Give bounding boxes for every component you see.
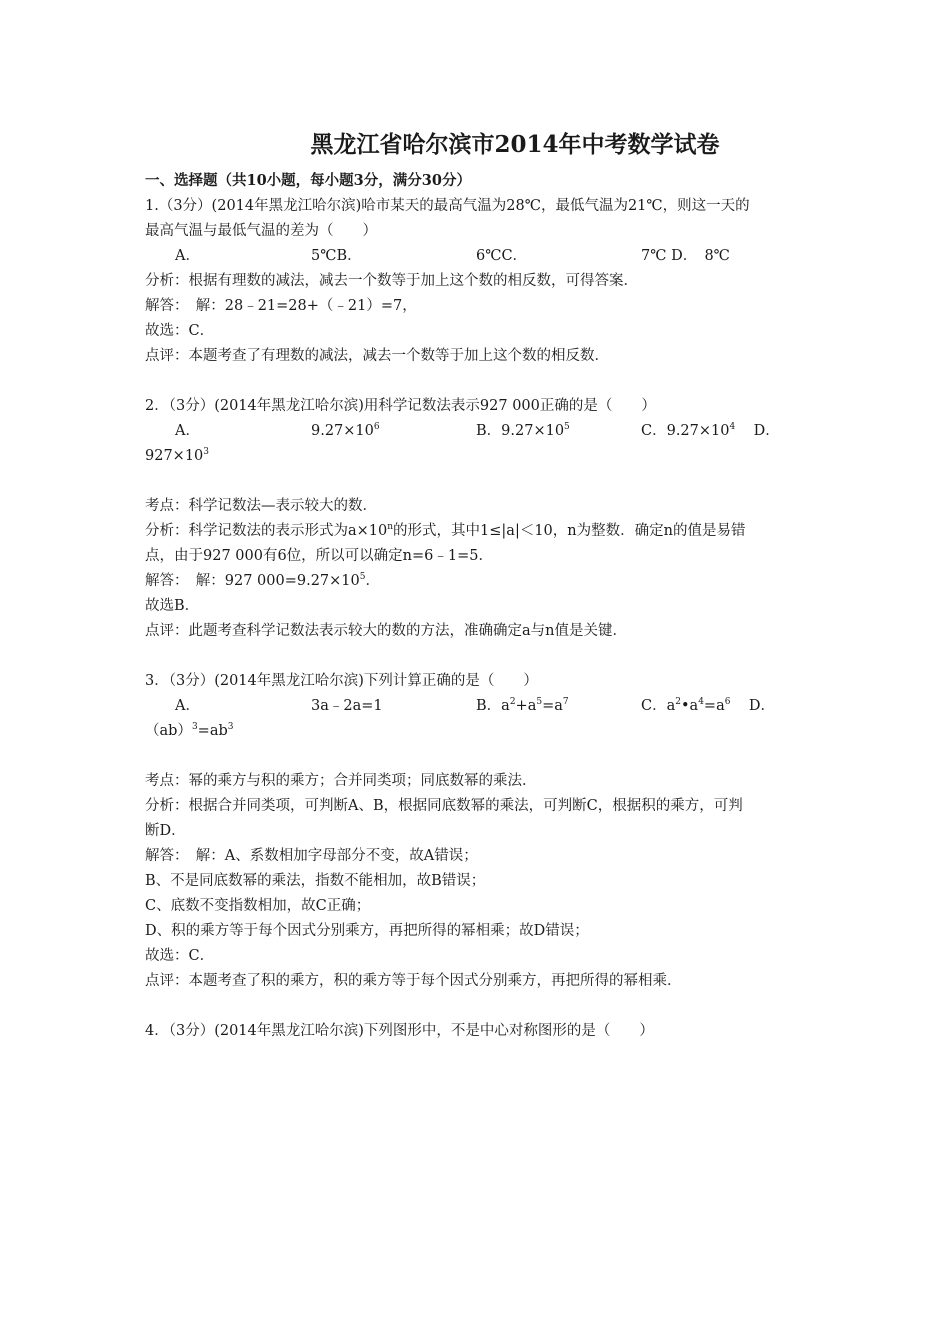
q3-answer: 故选：C． [145,948,215,964]
q2-option-d-value: $927\times 10^3$ [145,447,210,464]
q1-option-a-label: A． [175,248,200,264]
q3-option-a-label: A． [175,698,200,714]
q3-solution-line4: D、积的乘方等于每个因式分别乘方，再把所得的幂相乘；故D错误； [145,923,589,939]
q1-options [145,244,815,269]
q1-answer: 故选：C． [145,323,215,339]
q2-option-a-value: $9.27\times 10^6$ [311,422,380,439]
q2-analysis-line1: 分析：科学记数法的表示形式为$a\times 10^n$的形式，其中1≤|a|＜10，n为整数．确定n的值是易错 [145,522,746,539]
q2-option-b: B．$9.27\times 10^5$ [476,422,570,439]
q3-option-b: B．$a^2+a^5=a^7$ [476,697,569,714]
q1-option-c-value: 7℃ D． 8℃ [641,248,730,264]
section-heading: 一、选择题（共10小题，每小题3分，满分30分） [145,172,471,189]
question-3 [145,669,815,994]
q3-solution-line3: C、底数不变指数相加，故C正确； [145,898,371,914]
q2-solution: 解答： 解：927 $000=9.27\times 10^5$． [145,572,380,589]
q3-stem: 3．（3分）(2014年黑龙江哈尔滨)下列计算正确的是（ ） [145,673,538,689]
q3-option-d-value: $(ab)^3=ab^3$ [145,722,234,739]
q2-answer: 故选B． [145,598,200,614]
q1-comment: 点评：本题考查了有理数的减法，减去一个数等于加上这个数的相反数． [145,348,609,364]
q3-option-a-value: 3a﹣2a=1 [311,698,383,714]
q2-option-c: C．$9.27\times 10^4$ D． [641,422,780,439]
q1-analysis: 分析：根据有理数的减法，减去一个数等于加上这个数的相反数，可得答案． [145,273,638,289]
document-page [145,130,815,1044]
q3-option-c: C．$a^2•a^4=a^6$ D． [641,697,776,714]
q3-analysis-line2: 断D． [145,823,186,839]
q3-options [145,694,815,719]
question-1 [145,194,815,369]
q3-comment: 点评：本题考查了积的乘方，积的乘方等于每个因式分别乘方，再把所得的幂相乘． [145,973,682,989]
q3-solution-line1: 解答： 解：A、系数相加字母部分不变，故A错误； [145,848,478,864]
q3-key-point: 考点：幂的乘方与积的乘方；合并同类项；同底数幂的乘法． [145,773,537,789]
q2-options [145,419,815,444]
q2-stem: 2．（3分）(2014年黑龙江哈尔滨)用科学记数法表示927 000正确的是（ ） [145,398,656,414]
q2-comment: 点评：此题考查科学记数法表示较大的数的方法，准确确定a与n值是关键． [145,623,627,639]
q1-option-b-value: 6℃C． [476,248,528,264]
q4-stem: 4．（3分）(2014年黑龙江哈尔滨)下列图形中，不是中心对称图形的是（ ） [145,1023,654,1039]
q2-key-point: 考点：科学记数法—表示较大的数． [145,498,377,514]
q1-option-a-value: 5℃B． [311,248,362,264]
q1-stem-line2: 最高气温与最低气温的差为（ ） [145,223,377,239]
q1-solution: 解答： 解：28﹣21=28+（﹣21）=7， [145,298,417,314]
question-2 [145,394,815,644]
q2-option-a-label: A． [175,423,200,439]
page-title: 黑龙江省哈尔滨市2014年中考数学试卷 [310,131,720,158]
q3-analysis-line1: 分析：根据合并同类项，可判断A、B，根据同底数幂的乘法，可判断C，根据积的乘方，可判 [145,798,743,814]
q1-stem-line1: 1.（3分）(2014年黑龙江哈尔滨)哈市某天的最高气温为28℃，最低气温为21℃，则这一天的 [145,198,750,214]
question-4 [145,1019,815,1044]
q3-solution-line2: B、不是同底数幂的乘法，指数不能相加，故B错误； [145,873,486,889]
q2-analysis-line2: 点，由于927 000有6位，所以可以确定n=6﹣1=5． [145,548,493,564]
